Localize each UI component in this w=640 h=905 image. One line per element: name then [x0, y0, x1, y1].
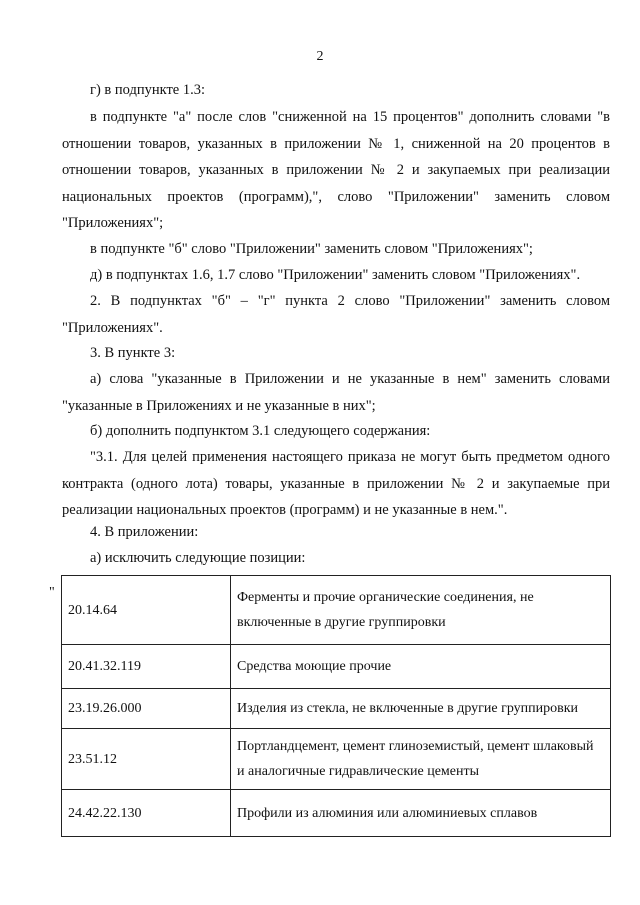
- paragraph-subitem-g: г) в подпункте 1.3:: [90, 82, 206, 98]
- table-row: [62, 689, 611, 729]
- position-description: Ферменты и прочие органические соединения, не включенные в другие группировки: [231, 576, 611, 645]
- table-row: [62, 576, 611, 645]
- paragraph-subitem-d: д) в подпунктах 1.6, 1.7 слово "Приложении" заменить словом "Приложениях".: [90, 267, 581, 283]
- table-open-quote: ": [49, 585, 55, 600]
- position-code: 20.14.64: [62, 576, 231, 645]
- position-description: Средства моющие прочие: [231, 645, 611, 689]
- position-code: 24.42.22.130: [62, 790, 231, 837]
- paragraph-item-4-a: а) исключить следующие позиции:: [90, 550, 306, 566]
- paragraph-item-4: 4. В приложении:: [90, 524, 199, 540]
- position-description: Изделия из стекла, не включенные в другие группировки: [231, 689, 611, 729]
- position-description: Портландцемент, цемент глиноземистый, цемент шлаковый и аналогичные гидравлические цементы: [231, 729, 611, 790]
- excluded-positions-table: [61, 575, 611, 837]
- paragraph-subitem-a-amendment: в подпункте "а" после слов "сниженной на 15 процентов" дополнить словами "в отношении товаров, указанных в приложении № 1, сниженной на 20 процентов в отношении товаров, указанных в приложении № 2 и закупаемых при реализации национальных проектов (программ),", слово "Приложении" заменить словом "Приложениях";: [62, 109, 610, 231]
- paragraph-subitem-b-amendment: в подпункте "б" слово "Приложении" заменить словом "Приложениях";: [90, 241, 533, 257]
- paragraph-item-3-a: а) слова "указанные в Приложении и не указанные в нем" заменить словами "указанные в Приложениях и не указанные в них";: [62, 371, 610, 414]
- paragraph-item-3-b: б) дополнить подпунктом 3.1 следующего содержания:: [90, 423, 431, 439]
- position-description: Профили из алюминия или алюминиевых сплавов: [231, 790, 611, 837]
- table-row: [62, 729, 611, 790]
- position-code: 23.51.12: [62, 729, 231, 790]
- page-number: 2: [316, 49, 324, 64]
- paragraph-item-2: 2. В подпунктах "б" – "г" пункта 2 слово "Приложении" заменить словом "Приложениях".: [62, 293, 610, 336]
- position-code: 23.19.26.000: [62, 689, 231, 729]
- table-row: [62, 790, 611, 837]
- position-code: 20.41.32.119: [62, 645, 231, 689]
- paragraph-new-subitem-3-1: "3.1. Для целей применения настоящего приказа не могут быть предметом одного контракта (одного лота) товары, указанные в приложении № 2 и закупаемые при реализации национальных проектов (программ) и не указанные в нем.".: [62, 449, 610, 518]
- table-row: [62, 645, 611, 689]
- paragraph-item-3: 3. В пункте 3:: [90, 345, 176, 361]
